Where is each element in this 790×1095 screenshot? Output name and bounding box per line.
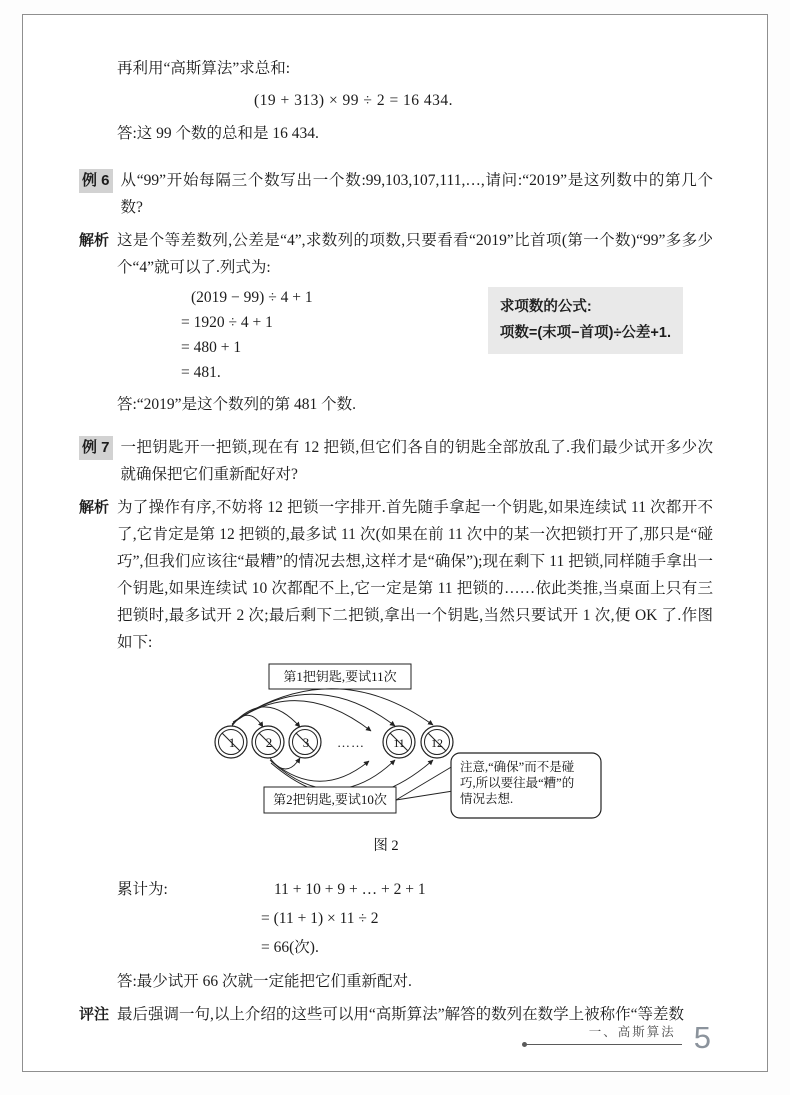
equation-line: = 481. xyxy=(181,364,221,381)
tally-equations xyxy=(261,875,426,962)
equation-line: (2019 − 99) ÷ 4 + 1 xyxy=(191,289,313,306)
key2-label-text: 第2把钥匙,要试10次 xyxy=(273,792,387,807)
formula-note-box xyxy=(488,287,683,354)
footer-section-title: 一、高斯算法 xyxy=(588,1025,676,1039)
tally-label: 累计为: xyxy=(117,881,168,898)
remark-label: 评注 xyxy=(79,1006,110,1023)
note-bubble xyxy=(396,753,601,818)
lock-1 xyxy=(215,726,247,758)
example6-analysis-text: 这是个等差数列,公差是“4”,求数列的项数,只要看看“2019”比首项(第一个数)“99”多多少个“4”就可以了.列式为: xyxy=(117,232,713,276)
lock-12-number: 12 xyxy=(431,736,443,750)
example6-analysis-label: 解析 xyxy=(79,232,110,249)
figure2-diagram xyxy=(179,660,713,871)
note-box-formula: 项数=(末项−首项)÷公差+1. xyxy=(499,325,671,341)
lock-11-number: 11 xyxy=(393,736,405,750)
equation-line: = 66(次). xyxy=(261,939,319,956)
locks-ellipsis: …… xyxy=(337,735,365,750)
page-number: 5 xyxy=(693,1020,711,1055)
example7-question-text: 一把钥匙开一把锁,现在有 12 把锁,但它们各自的钥匙全部放乱了.我们最少试开多少次就确保把它们重新配好对? xyxy=(120,439,713,483)
intro-formula: (19 + 313) × 99 ÷ 2 = 16 434. xyxy=(254,92,454,109)
example7-label: 例 7 xyxy=(79,434,113,461)
equation-line: 11 + 10 + 9 + … + 2 + 1 xyxy=(274,881,426,898)
footer-section xyxy=(524,1022,682,1045)
lock-2 xyxy=(252,726,284,758)
lock-1-number: 1 xyxy=(228,735,236,750)
example6-equation-row xyxy=(79,285,713,385)
bubble-line-1: 注意,“确保”而不是碰 xyxy=(460,760,575,774)
example6-question xyxy=(79,167,713,221)
remark-text: 最后强调一句,以上介绍的这些可以用“高斯算法”解答的数列在数学上被称作“等差数 xyxy=(117,1006,685,1023)
lock-2-number: 2 xyxy=(265,735,273,750)
tally-section xyxy=(79,875,713,962)
equation-line: = 1920 ÷ 4 + 1 xyxy=(181,314,273,331)
example7-question xyxy=(79,434,713,488)
lock-12 xyxy=(421,726,453,758)
equation-line: = (11 + 1) × 11 ÷ 2 xyxy=(261,910,379,927)
lock-3-number: 3 xyxy=(302,735,310,750)
page-content xyxy=(23,15,767,1028)
intro-answer: 答:这 99 个数的总和是 16 434. xyxy=(117,125,319,142)
example6-answer: 答:“2019”是这个数列的第 481 个数. xyxy=(117,396,356,413)
key1-trial-arcs xyxy=(232,689,433,731)
bubble-line-3: 情况去想. xyxy=(460,792,514,806)
key2-label-box xyxy=(264,787,396,813)
figure-caption: 图 2 xyxy=(373,838,399,854)
equation-line: = 480 + 1 xyxy=(181,339,242,356)
textbook-page xyxy=(22,14,768,1072)
note-box-title: 求项数的公式: xyxy=(499,299,592,315)
example7-analysis-label: 解析 xyxy=(79,499,110,516)
intro-lead: 再利用“高斯算法”求总和: xyxy=(117,60,291,77)
example7-answer: 答:最少试开 66 次就一定能把它们重新配对. xyxy=(117,973,412,990)
page-footer xyxy=(524,1020,711,1055)
bubble-line-2: 巧,所以要往最“糟”的 xyxy=(460,776,575,790)
example7-analysis-text: 为了操作有序,不妨将 12 把锁一字排开.首先随手拿起一个钥匙,如果连续试 11 次都开不了,它肯定是第 12 把锁的,最多试 11 次(如果在前 11 次中的某一次把锁打开了,那只是“碰巧”,但我们应该往“最糟”的情况去想,这样才是“确保”);现在剩下 11 把锁,同样随手拿出一个钥匙,如果连续试 10 次都配不上,它一定是第 11 把锁的……依此类推,当桌面上只有三把锁时,最多试开 2 次;最后剩下二把锁,拿出一个钥匙,当然只要试开 1 次,便 OK 了.作图如下: xyxy=(117,499,713,651)
example6-equations xyxy=(181,285,313,385)
example6-analysis xyxy=(79,227,713,281)
key1-label-box xyxy=(269,664,411,689)
lock-3 xyxy=(289,726,321,758)
footer-rule xyxy=(524,1044,682,1045)
figure2-svg xyxy=(179,660,739,862)
key1-label-text: 第1把钥匙,要试11次 xyxy=(283,669,397,684)
example6-question-text: 从“99”开始每隔三个数写出一个数:99,103,107,111,…,请问:“2019”是这列数中的第几个数? xyxy=(120,172,713,216)
lock-11 xyxy=(383,726,415,758)
example6-label: 例 6 xyxy=(79,167,113,194)
example7-analysis xyxy=(79,494,713,656)
